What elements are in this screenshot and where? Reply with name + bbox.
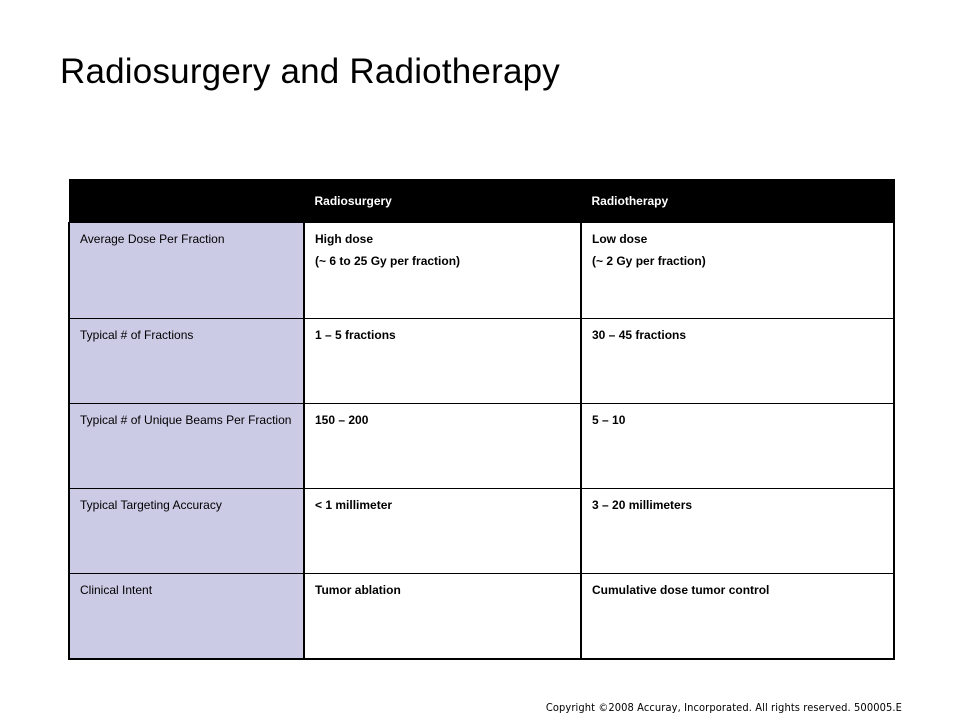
row-header-accuracy: Typical Targeting Accuracy <box>69 489 304 574</box>
cell-radiotherapy-beams: 5 – 10 <box>581 404 894 489</box>
cell-radiotherapy-intent: Cumulative dose tumor control <box>581 574 894 660</box>
row-header-dose: Average Dose Per Fraction <box>69 223 304 319</box>
cell-radiosurgery-dose: High dose (~ 6 to 25 Gy per fraction) <box>304 223 581 319</box>
cell-radiotherapy-accuracy: 3 – 20 millimeters <box>581 489 894 574</box>
table-row <box>69 223 894 319</box>
slide-title: Radiosurgery and Radiotherapy <box>60 52 560 91</box>
row-header-intent: Clinical Intent <box>69 574 304 660</box>
table-header-row <box>69 180 894 223</box>
table-header-radiosurgery: Radiosurgery <box>304 180 581 223</box>
row-header-fractions: Typical # of Fractions <box>69 319 304 404</box>
cell-radiosurgery-fractions: 1 – 5 fractions <box>304 319 581 404</box>
cell-radiotherapy-fractions: 30 – 45 fractions <box>581 319 894 404</box>
table-row <box>69 404 894 489</box>
table-row <box>69 489 894 574</box>
copyright-notice: Copyright ©2008 Accuray, Incorporated. All rights reserved. 500005.E <box>545 701 902 714</box>
cell-radiotherapy-dose: Low dose (~ 2 Gy per fraction) <box>581 223 894 319</box>
comparison-table <box>68 179 895 660</box>
cell-radiosurgery-accuracy: < 1 millimeter <box>304 489 581 574</box>
row-header-beams: Typical # of Unique Beams Per Fraction <box>69 404 304 489</box>
table-header-corner <box>69 180 304 223</box>
cell-radiosurgery-beams: 150 – 200 <box>304 404 581 489</box>
cell-radiosurgery-intent: Tumor ablation <box>304 574 581 660</box>
table-header-radiotherapy: Radiotherapy <box>581 180 894 223</box>
table-row <box>69 574 894 660</box>
table-row <box>69 319 894 404</box>
comparison-table-container <box>68 179 893 656</box>
